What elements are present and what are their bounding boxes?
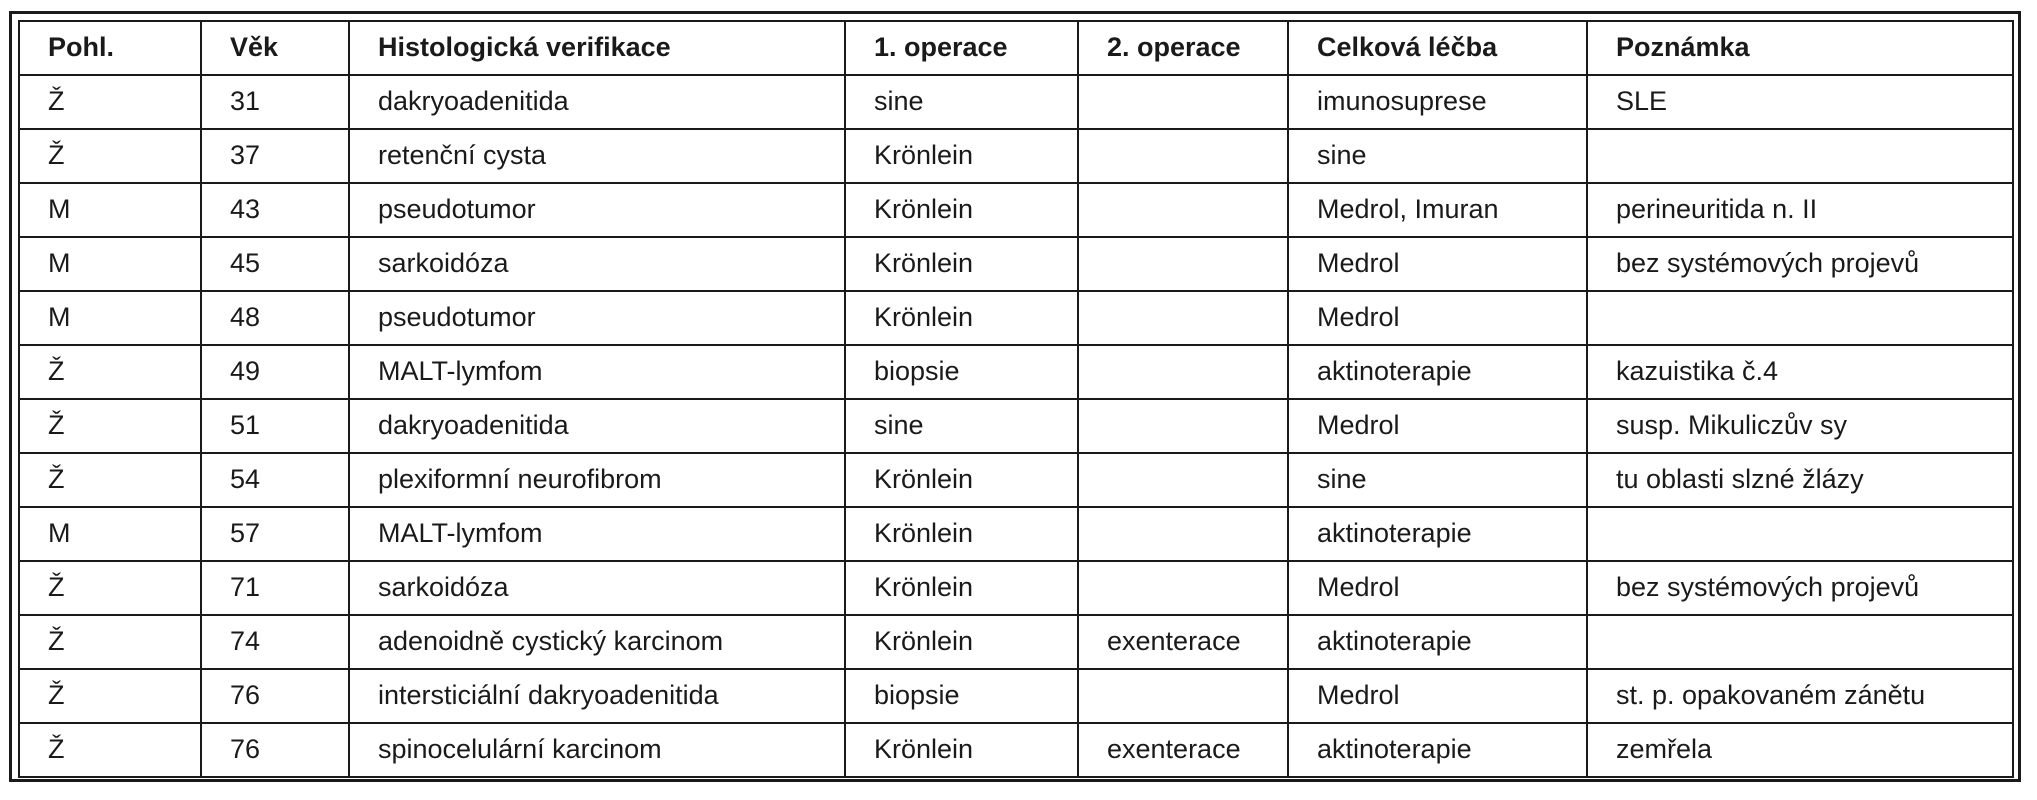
table-row: [19, 453, 2013, 507]
cell-systemic-treatment: Medrol: [1288, 399, 1587, 453]
cell-second-operation: [1078, 399, 1288, 453]
cell-note: bez systémových projevů: [1587, 237, 2013, 291]
cell-age: 48: [201, 291, 349, 345]
cell-histology: adenoidně cystický karcinom: [349, 615, 845, 669]
table-row: [19, 561, 2013, 615]
cell-systemic-treatment: Medrol, Imuran: [1288, 183, 1587, 237]
table-row: [19, 669, 2013, 723]
cell-note: [1587, 129, 2013, 183]
cell-note: tu oblasti slzné žlázy: [1587, 453, 2013, 507]
cell-age: 51: [201, 399, 349, 453]
table-row: [19, 75, 2013, 129]
cell-histology: dakryoadenitida: [349, 399, 845, 453]
header-second-operation: 2. operace: [1078, 21, 1288, 75]
cell-second-operation: [1078, 75, 1288, 129]
cell-histology: retenční cysta: [349, 129, 845, 183]
cell-note: [1587, 507, 2013, 561]
cell-first-operation: Krönlein: [845, 507, 1078, 561]
cell-sex: Ž: [19, 129, 201, 183]
cell-sex: Ž: [19, 453, 201, 507]
cell-age: 45: [201, 237, 349, 291]
cell-second-operation: [1078, 345, 1288, 399]
cell-first-operation: biopsie: [845, 669, 1078, 723]
cell-second-operation: [1078, 507, 1288, 561]
cell-systemic-treatment: Medrol: [1288, 237, 1587, 291]
cell-age: 54: [201, 453, 349, 507]
table-row: [19, 723, 2013, 777]
cell-age: 49: [201, 345, 349, 399]
cell-sex: M: [19, 291, 201, 345]
cell-histology: pseudotumor: [349, 291, 845, 345]
cell-sex: Ž: [19, 669, 201, 723]
cell-note: [1587, 615, 2013, 669]
cell-age: 37: [201, 129, 349, 183]
cell-second-operation: [1078, 129, 1288, 183]
header-age: Věk: [201, 21, 349, 75]
cell-systemic-treatment: sine: [1288, 453, 1587, 507]
cell-sex: M: [19, 183, 201, 237]
header-systemic-treatment: Celková léčba: [1288, 21, 1587, 75]
cell-systemic-treatment: aktinoterapie: [1288, 723, 1587, 777]
table-body: [19, 75, 2013, 777]
cell-histology: pseudotumor: [349, 183, 845, 237]
cell-age: 43: [201, 183, 349, 237]
cell-first-operation: sine: [845, 75, 1078, 129]
cell-age: 76: [201, 669, 349, 723]
cell-first-operation: Krönlein: [845, 237, 1078, 291]
cell-histology: MALT-lymfom: [349, 507, 845, 561]
header-histology: Histologická verifikace: [349, 21, 845, 75]
cell-systemic-treatment: Medrol: [1288, 291, 1587, 345]
cell-age: 31: [201, 75, 349, 129]
header-sex: Pohl.: [19, 21, 201, 75]
cell-note: [1587, 291, 2013, 345]
table-row: [19, 183, 2013, 237]
cell-second-operation: [1078, 453, 1288, 507]
cell-histology: sarkoidóza: [349, 561, 845, 615]
cell-age: 76: [201, 723, 349, 777]
cell-note: SLE: [1587, 75, 2013, 129]
cell-note: perineuritida n. II: [1587, 183, 2013, 237]
cell-systemic-treatment: aktinoterapie: [1288, 507, 1587, 561]
cell-sex: Ž: [19, 561, 201, 615]
cell-first-operation: Krönlein: [845, 615, 1078, 669]
cell-second-operation: [1078, 183, 1288, 237]
table-row: [19, 615, 2013, 669]
cell-sex: Ž: [19, 615, 201, 669]
cell-first-operation: Krönlein: [845, 723, 1078, 777]
cell-second-operation: [1078, 291, 1288, 345]
table-row: [19, 291, 2013, 345]
cell-sex: Ž: [19, 75, 201, 129]
cell-histology: sarkoidóza: [349, 237, 845, 291]
cell-first-operation: Krönlein: [845, 291, 1078, 345]
cell-second-operation: [1078, 561, 1288, 615]
cell-histology: intersticiální dakryoadenitida: [349, 669, 845, 723]
cell-first-operation: biopsie: [845, 345, 1078, 399]
table-row: [19, 507, 2013, 561]
cell-sex: Ž: [19, 723, 201, 777]
cell-age: 71: [201, 561, 349, 615]
cell-histology: plexiformní neurofibrom: [349, 453, 845, 507]
cell-note: bez systémových projevů: [1587, 561, 2013, 615]
header-row: [19, 21, 2013, 75]
cell-note: st. p. opakovaném zánětu: [1587, 669, 2013, 723]
cell-sex: M: [19, 507, 201, 561]
table-row: [19, 237, 2013, 291]
table-row: [19, 345, 2013, 399]
table-row: [19, 399, 2013, 453]
cell-systemic-treatment: aktinoterapie: [1288, 615, 1587, 669]
cell-first-operation: Krönlein: [845, 129, 1078, 183]
cell-sex: Ž: [19, 399, 201, 453]
table-frame: [9, 11, 2021, 782]
cell-second-operation: exenterace: [1078, 723, 1288, 777]
cell-second-operation: [1078, 237, 1288, 291]
cell-systemic-treatment: Medrol: [1288, 669, 1587, 723]
cell-systemic-treatment: aktinoterapie: [1288, 345, 1587, 399]
cell-histology: spinocelulární karcinom: [349, 723, 845, 777]
cell-first-operation: sine: [845, 399, 1078, 453]
cell-first-operation: Krönlein: [845, 453, 1078, 507]
cell-systemic-treatment: Medrol: [1288, 561, 1587, 615]
cell-histology: dakryoadenitida: [349, 75, 845, 129]
cell-systemic-treatment: sine: [1288, 129, 1587, 183]
table-row: [19, 129, 2013, 183]
cell-sex: Ž: [19, 345, 201, 399]
cell-first-operation: Krönlein: [845, 183, 1078, 237]
cell-age: 57: [201, 507, 349, 561]
cell-note: zemřela: [1587, 723, 2013, 777]
cell-sex: M: [19, 237, 201, 291]
cell-first-operation: Krönlein: [845, 561, 1078, 615]
header-first-operation: 1. operace: [845, 21, 1078, 75]
cell-second-operation: [1078, 669, 1288, 723]
cell-age: 74: [201, 615, 349, 669]
cell-systemic-treatment: imunosuprese: [1288, 75, 1587, 129]
patients-table: [18, 20, 2014, 778]
cell-note: susp. Mikuliczův sy: [1587, 399, 2013, 453]
cell-second-operation: exenterace: [1078, 615, 1288, 669]
cell-note: kazuistika č.4: [1587, 345, 2013, 399]
cell-histology: MALT-lymfom: [349, 345, 845, 399]
header-note: Poznámka: [1587, 21, 2013, 75]
